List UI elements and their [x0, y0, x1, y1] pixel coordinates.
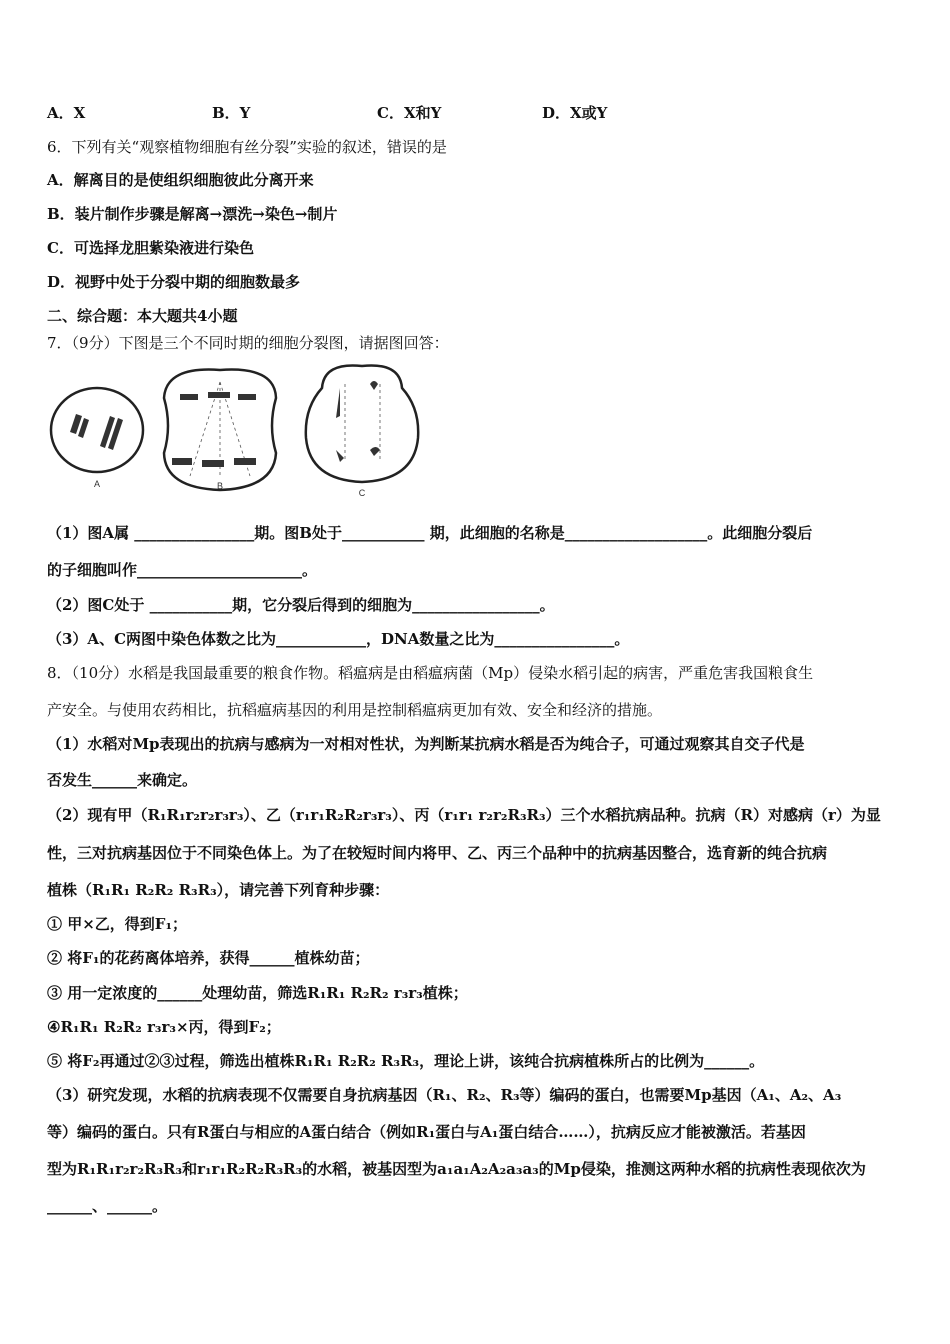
q6-option-d: D．视野中处于分裂中期的细胞数最多: [47, 273, 301, 291]
q6-option-a: A．解离目的是使组织细胞彼此分离开来: [47, 171, 314, 189]
q8-part2-line1: （2）现有甲（R₁R₁r₂r₂r₃r₃）、乙（r₁r₁R₂R₂r₃r₃）、丙（r₁r₁ r₂r₂R₃R₃）三个水稻抗病品种。抗病（R）对感病（r）为显: [47, 806, 881, 824]
cell-b: [164, 370, 276, 491]
q8-stem-line2: 产安全。与使用农药相比，抗稻瘟病基因的利用是控制稻瘟病更加有效、安全和经济的措施。: [47, 701, 663, 719]
q8-part3-line4: ______、______。: [47, 1197, 168, 1215]
q7-stem: 7．（9分）下图是三个不同时期的细胞分裂图，请据图回答：: [47, 334, 449, 352]
q8-part3-line3: 型为R₁R₁r₂r₂R₃R₃和r₁r₁R₂R₂R₃R₃的水稻，被基因型为a₁a₁A₂A₂a₃a₃的Mp侵染，推测这两种水稻的抗病性表现依次为: [47, 1160, 866, 1178]
q8-part2-line3: 植株（R₁R₁ R₂R₂ R₃R₃），请完善下列育种步骤：: [47, 881, 390, 899]
q7-part1-line2: 的子细胞叫作______________________。: [47, 561, 318, 579]
q6-stem: 6．下列有关“观察植物细胞有丝分裂”实验的叙述，错误的是: [47, 138, 447, 156]
cell-c: [306, 365, 418, 498]
cell-division-figure: [40, 358, 440, 508]
label-b: B: [216, 481, 224, 491]
q8-step-1: ① 甲×乙，得到F₁；: [47, 915, 188, 933]
q8-stem-line1: 8．（10分）水稻是我国最重要的粮食作物。稻瘟病是由稻瘟病菌（Mp）侵染水稻引起的病害，严重危害我国粮食生: [47, 664, 814, 682]
q6-option-b: B．装片制作步骤是解离→漂洗→染色→制片: [47, 205, 338, 223]
q5-option-c: C．X和Y: [377, 104, 442, 122]
q5-option-a: A．X: [47, 104, 86, 122]
q8-part3-line2: 等）编码的蛋白。只有R蛋白与相应的A蛋白结合（例如R₁蛋白与A₁蛋白结合……），抗病反应才能被激活。若基因: [47, 1123, 806, 1141]
q8-step-4: ④R₁R₁ R₂R₂ r₃r₃×丙，得到F₂；: [47, 1018, 281, 1036]
label-c: C: [358, 488, 366, 498]
q8-step-3: ③ 用一定浓度的______处理幼苗，筛选R₁R₁ R₂R₂ r₃r₃植株；: [47, 984, 468, 1002]
q7-part2: （2）图C处于 ___________期，它分裂后得到的细胞为_________________。: [47, 596, 555, 614]
q7-part3: （3）A、C两图中染色体数之比为____________，DNA数量之比为________________。: [47, 630, 630, 648]
q8-step-2: ② 将F₁的花药离体培养，获得______植株幼苗；: [47, 949, 370, 967]
q7-part1-line1: （1）图A属 ________________期。图B处于___________ 期，此细胞的名称是___________________。此细胞分裂后: [47, 524, 813, 542]
q5-option-d: D．X或Y: [542, 104, 608, 122]
section-heading: 二、综合题：本大题共4小题: [47, 307, 238, 325]
q8-part2-line2: 性，三对抗病基因位于不同染色体上。为了在较短时间内将甲、乙、丙三个品种中的抗病基因整合，选育新的纯合抗病: [47, 844, 828, 862]
q8-part1-line2: 否发生______来确定。: [47, 771, 198, 789]
q5-option-b: B．Y: [212, 104, 251, 122]
cell-division-diagram: [40, 358, 440, 508]
cell-a: [51, 388, 143, 489]
q8-step-5: ⑤ 将F₂再通过②③过程，筛选出植株R₁R₁ R₂R₂ R₃R₃，理论上讲，该纯合抗病植株所占的比例为______。: [47, 1052, 765, 1070]
q6-option-c: C．可选择龙胆紫染液进行染色: [47, 239, 254, 257]
q8-part3-line1: （3）研究发现，水稻的抗病表现不仅需要自身抗病基因（R₁、R₂、R₃等）编码的蛋白，也需要Mp基因（A₁、A₂、A₃: [47, 1086, 842, 1104]
label-a: A: [93, 479, 101, 489]
q8-part1-line1: （1）水稻对Mp表现出的抗病与感病为一对相对性状，为判断某抗病水稻是否为纯合子，可通过观察其自交子代是: [47, 735, 805, 753]
